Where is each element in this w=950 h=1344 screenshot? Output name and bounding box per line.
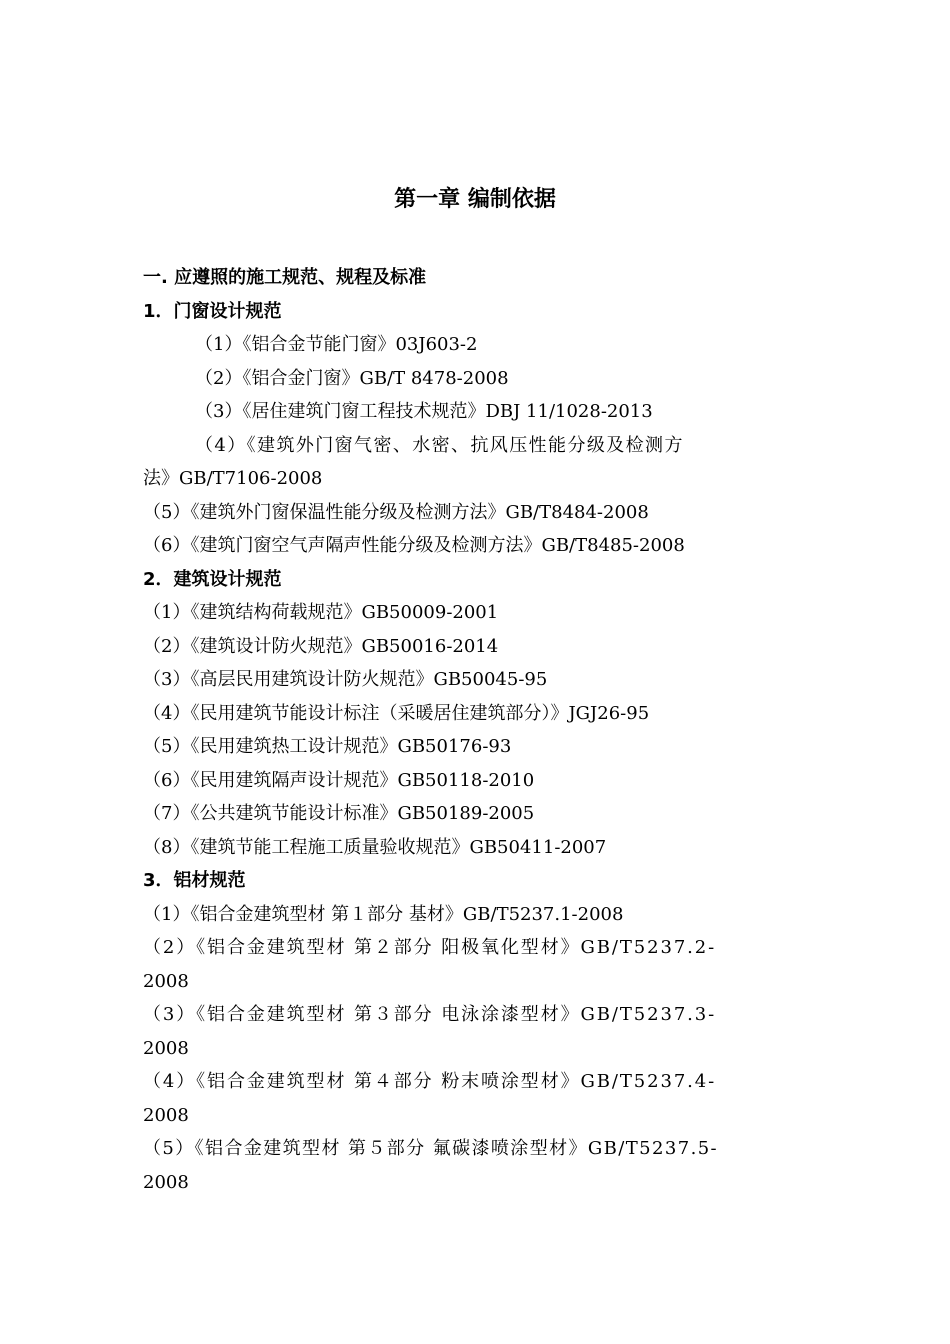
document-body <box>143 261 807 1199</box>
list-item: （3）《铝合金建筑型材 第３部分 电泳涂漆型材》GB/T5237.3- <box>143 1004 717 1025</box>
list-item-continuation: 2008 <box>143 1171 189 1193</box>
list-item-continuation: 法》GB/T7106-2008 <box>143 468 323 489</box>
list-item: （7）《公共建筑节能设计标准》GB50189-2005 <box>143 803 535 824</box>
list-item: （3）《高层民用建筑设计防火规范》GB50045-95 <box>143 669 548 690</box>
group-heading-door-window: 1．门窗设计规范 <box>143 300 282 322</box>
list-item: （2）《铝合金门窗》GB/T 8478-2008 <box>195 367 509 389</box>
list-item: （5）《铝合金建筑型材 第５部分 氟碳漆喷涂型材》GB/T5237.5- <box>143 1138 719 1159</box>
list-item-continuation: 2008 <box>143 1104 189 1126</box>
list-item: （2）《铝合金建筑型材 第２部分 阳极氧化型材》GB/T5237.2- <box>143 937 717 958</box>
list-item: （5）《民用建筑热工设计规范》GB50176-93 <box>143 736 512 757</box>
list-item: （6）《建筑门窗空气声隔声性能分级及检测方法》GB/T8485-2008 <box>143 535 685 556</box>
list-item: （1）《建筑结构荷载规范》GB50009-2001 <box>143 602 499 623</box>
list-item: （5）《建筑外门窗保温性能分级及检测方法》GB/T8484-2008 <box>143 501 649 523</box>
group-heading-aluminum: 3．铝材规范 <box>143 870 246 891</box>
list-item: （2）《建筑设计防火规范》GB50016-2014 <box>143 635 499 657</box>
list-item-continuation: 2008 <box>143 1037 189 1059</box>
section-heading: 一. 应遵照的施工规范、规程及标准 <box>143 267 427 288</box>
chapter-title: 第一章 编制依据 <box>394 187 556 212</box>
list-item: （4）《铝合金建筑型材 第４部分 粉末喷涂型材》GB/T5237.4- <box>143 1071 717 1092</box>
list-item: （8）《建筑节能工程施工质量验收规范》GB50411-2007 <box>143 836 607 858</box>
group-heading-building-design: 2．建筑设计规范 <box>143 568 282 590</box>
list-item-continuation: 2008 <box>143 970 189 992</box>
list-item: （1）《铝合金节能门窗》03J603-2 <box>195 334 478 355</box>
list-item: （6）《民用建筑隔声设计规范》GB50118-2010 <box>143 769 535 791</box>
list-item: （3）《居住建筑门窗工程技术规范》DBJ 11/1028-2013 <box>195 401 653 422</box>
list-item: （4）《民用建筑节能设计标注（采暖居住建筑部分）》JGJ26-95 <box>143 702 650 724</box>
list-item: （4）《建筑外门窗气密、水密、抗风压性能分级及检测方 <box>195 434 684 456</box>
list-item: （1）《铝合金建筑型材 第１部分 基材》GB/T5237.1-2008 <box>143 903 624 925</box>
